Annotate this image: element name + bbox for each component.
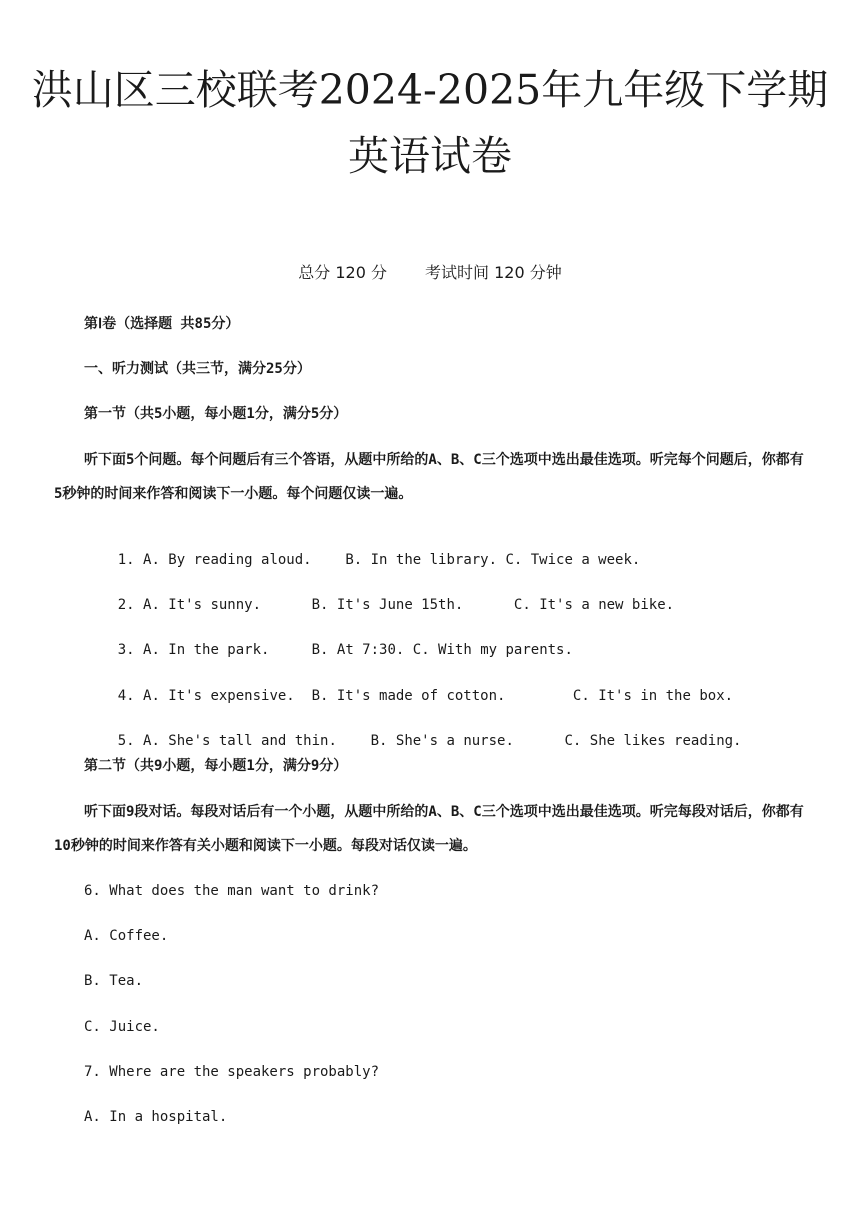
option-a: A. It's expensive. — [143, 688, 295, 704]
exam-title-line1: 洪山区三校联考2024-2025年九年级下学期 — [31, 66, 829, 114]
q6-option-c: C. Juice. — [84, 1019, 160, 1035]
question-number: 5. — [117, 733, 135, 749]
section1-heading: 一、听力测试（共三节，满分25分） — [84, 361, 311, 377]
option-c: C. She likes reading. — [564, 733, 742, 749]
option-a: A. She's tall and thin. — [143, 733, 337, 749]
exam-title-line2: 英语试卷 — [348, 132, 512, 180]
option-b: B. She's a nurse. — [370, 733, 514, 749]
option-a: A. In the park. — [143, 642, 270, 658]
question-number: 4. — [117, 688, 135, 704]
option-c: C. It's in the box. — [572, 688, 734, 704]
question-6: 6. What does the man want to drink? — [84, 883, 380, 899]
exam-meta — [0, 262, 860, 284]
question-7: 7. Where are the speakers probably? — [84, 1064, 380, 1080]
option-c: C. With my parents. — [412, 642, 573, 658]
option-b: B. It's made of cotton. — [311, 688, 506, 704]
option-c: C. Twice a week. — [505, 552, 641, 568]
total-score: 总分 120 分 — [298, 263, 387, 282]
q6-option-a: A. Coffee. — [84, 928, 169, 944]
q7-option-a: A. In a hospital. — [84, 1109, 228, 1125]
subsection1-heading: 第一节（共5小题，每小题1分，满分5分） — [84, 406, 348, 422]
option-b: B. At 7:30. — [311, 642, 405, 658]
question-number: 2. — [117, 597, 135, 613]
option-a: A. It's sunny. — [143, 597, 262, 613]
exam-time: 考试时间 120 分钟 — [425, 263, 562, 282]
option-b: B. In the library. — [345, 552, 498, 568]
subsection1-instructions: 听下面5个问题。每个问题后有三个答语，从题中所给的A、B、C三个选项中选出最佳选项。听完每个问题后，你都有5秒钟的时间来作答和阅读下一小题。每个问题仅读一遍。 — [54, 452, 804, 502]
subsection2-heading: 第二节（共9小题，每小题1分，满分9分） — [84, 758, 348, 774]
option-a: A. By reading aloud. — [143, 552, 312, 568]
question-number: 1. — [117, 552, 135, 568]
option-b: B. It's June 15th. — [311, 597, 464, 613]
subsection2-instructions: 听下面9段对话。每段对话后有一个小题，从题中所给的A、B、C三个选项中选出最佳选项。听完每段对话后，你都有10秒钟的时间来作答有关小题和阅读下一小题。每段对话仅读一遍。 — [54, 804, 804, 854]
part1-heading: 第Ⅰ卷（选择题 共85分） — [84, 316, 240, 332]
q6-option-b: B. Tea. — [84, 973, 144, 989]
option-c: C. It's a new bike. — [513, 597, 675, 613]
question-number: 3. — [117, 642, 135, 658]
